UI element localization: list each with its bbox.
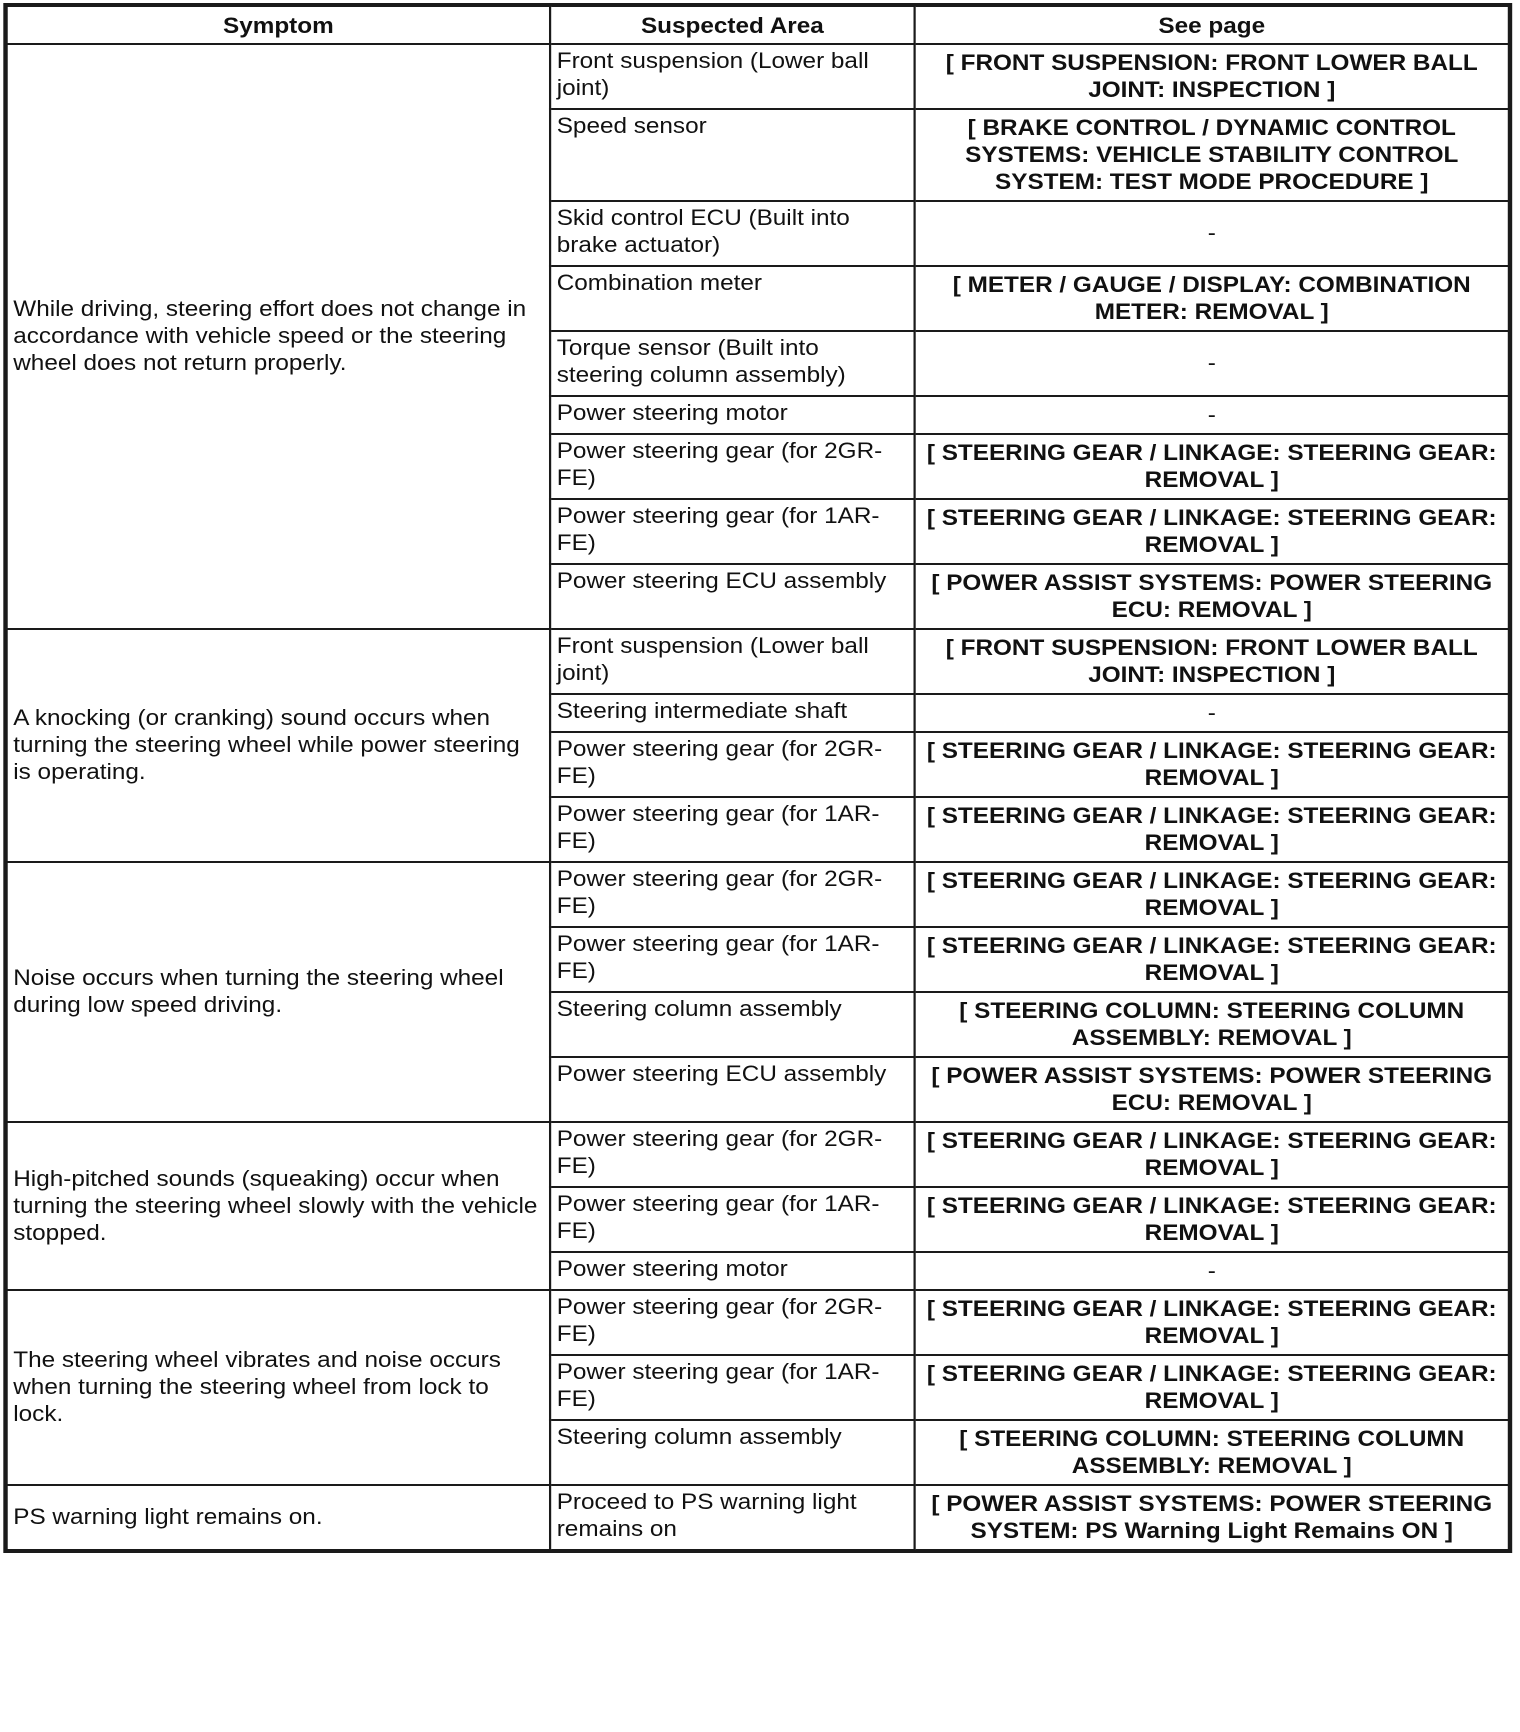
suspected-area-cell: Combination meter [550, 266, 915, 331]
suspected-area-cell: Steering intermediate shaft [550, 694, 915, 732]
see-page-link[interactable]: [ STEERING GEAR / LINKAGE: STEERING GEAR: REMOVAL ] [915, 434, 1509, 499]
table-row [7, 862, 1509, 927]
see-page-link[interactable]: [ STEERING GEAR / LINKAGE: STEERING GEAR: REMOVAL ] [915, 732, 1509, 797]
suspected-area-cell: Power steering gear (for 1AR-FE) [550, 1187, 915, 1252]
see-page-link[interactable]: [ POWER ASSIST SYSTEMS: POWER STEERING ECU: REMOVAL ] [915, 1057, 1509, 1122]
header-row [7, 6, 1509, 44]
table-row [7, 1290, 1509, 1355]
suspected-area-cell: Speed sensor [550, 109, 915, 201]
symptom-cell: The steering wheel vibrates and noise occurs when turning the steering wheel from lock to lock. [7, 1290, 550, 1485]
see-page-cell: - [915, 201, 1509, 266]
suspected-area-cell: Power steering motor [550, 396, 915, 434]
see-page-link[interactable]: [ STEERING GEAR / LINKAGE: STEERING GEAR: REMOVAL ] [915, 1122, 1509, 1187]
table-row [7, 1122, 1509, 1187]
header-suspected-area: Suspected Area [550, 6, 915, 44]
suspected-area-cell: Power steering gear (for 1AR-FE) [550, 499, 915, 564]
suspected-area-cell: Torque sensor (Built into steering column assembly) [550, 331, 915, 396]
suspected-area-cell: Power steering gear (for 2GR-FE) [550, 1290, 915, 1355]
suspected-area-cell: Power steering gear (for 1AR-FE) [550, 797, 915, 862]
suspected-area-cell: Power steering gear (for 1AR-FE) [550, 1355, 915, 1420]
suspected-area-cell: Power steering gear (for 2GR-FE) [550, 862, 915, 927]
symptom-cell: Noise occurs when turning the steering wheel during low speed driving. [7, 862, 550, 1122]
see-page-link[interactable]: [ STEERING GEAR / LINKAGE: STEERING GEAR: REMOVAL ] [915, 1187, 1509, 1252]
suspected-area-cell: Proceed to PS warning light remains on [550, 1485, 915, 1550]
table-row [7, 629, 1509, 694]
see-page-link[interactable]: [ STEERING GEAR / LINKAGE: STEERING GEAR: REMOVAL ] [915, 862, 1509, 927]
see-page-cell: - [915, 1252, 1509, 1290]
symptom-cell: High-pitched sounds (squeaking) occur when turning the steering wheel slowly with the vehicle stopped. [7, 1122, 550, 1290]
suspected-area-cell: Power steering gear (for 1AR-FE) [550, 927, 915, 992]
suspected-area-cell: Power steering gear (for 2GR-FE) [550, 1122, 915, 1187]
see-page-cell: - [915, 396, 1509, 434]
symptom-cell: PS warning light remains on. [7, 1485, 550, 1550]
see-page-link[interactable]: [ POWER ASSIST SYSTEMS: POWER STEERING ECU: REMOVAL ] [915, 564, 1509, 629]
see-page-cell: - [915, 694, 1509, 732]
see-page-link[interactable]: [ STEERING COLUMN: STEERING COLUMN ASSEMBLY: REMOVAL ] [915, 1420, 1509, 1485]
table-row [7, 44, 1509, 109]
suspected-area-cell: Steering column assembly [550, 992, 915, 1057]
see-page-link[interactable]: [ POWER ASSIST SYSTEMS: POWER STEERING SYSTEM: PS Warning Light Remains ON ] [915, 1485, 1509, 1550]
see-page-link[interactable]: [ STEERING GEAR / LINKAGE: STEERING GEAR: REMOVAL ] [915, 499, 1509, 564]
see-page-link[interactable]: [ STEERING GEAR / LINKAGE: STEERING GEAR: REMOVAL ] [915, 797, 1509, 862]
suspected-area-cell: Power steering gear (for 2GR-FE) [550, 434, 915, 499]
suspected-area-cell: Front suspension (Lower ball joint) [550, 44, 915, 109]
suspected-area-cell: Steering column assembly [550, 1420, 915, 1485]
symptom-cell: While driving, steering effort does not change in accordance with vehicle speed or the steering wheel does not return properly. [7, 44, 550, 629]
suspected-area-cell: Power steering ECU assembly [550, 564, 915, 629]
suspected-area-cell: Front suspension (Lower ball joint) [550, 629, 915, 694]
suspected-area-cell: Power steering gear (for 2GR-FE) [550, 732, 915, 797]
see-page-link[interactable]: [ FRONT SUSPENSION: FRONT LOWER BALL JOINT: INSPECTION ] [915, 44, 1509, 109]
symptom-table [6, 5, 1510, 1551]
suspected-area-cell: Skid control ECU (Built into brake actuator) [550, 201, 915, 266]
see-page-link[interactable]: [ STEERING GEAR / LINKAGE: STEERING GEAR: REMOVAL ] [915, 927, 1509, 992]
header-symptom: Symptom [7, 6, 550, 44]
suspected-area-cell: Power steering motor [550, 1252, 915, 1290]
see-page-link[interactable]: [ BRAKE CONTROL / DYNAMIC CONTROL SYSTEMS: VEHICLE STABILITY CONTROL SYSTEM: TEST MODE PROCEDURE ] [915, 109, 1509, 201]
see-page-link[interactable]: [ FRONT SUSPENSION: FRONT LOWER BALL JOINT: INSPECTION ] [915, 629, 1509, 694]
see-page-link[interactable]: [ STEERING COLUMN: STEERING COLUMN ASSEMBLY: REMOVAL ] [915, 992, 1509, 1057]
symptom-cell: A knocking (or cranking) sound occurs when turning the steering wheel while power steering is operating. [7, 629, 550, 862]
see-page-link[interactable]: [ STEERING GEAR / LINKAGE: STEERING GEAR: REMOVAL ] [915, 1290, 1509, 1355]
see-page-link[interactable]: [ METER / GAUGE / DISPLAY: COMBINATION METER: REMOVAL ] [915, 266, 1509, 331]
table-row [7, 1485, 1509, 1550]
see-page-link[interactable]: [ STEERING GEAR / LINKAGE: STEERING GEAR: REMOVAL ] [915, 1355, 1509, 1420]
see-page-cell: - [915, 331, 1509, 396]
suspected-area-cell: Power steering ECU assembly [550, 1057, 915, 1122]
header-see-page: See page [915, 6, 1509, 44]
